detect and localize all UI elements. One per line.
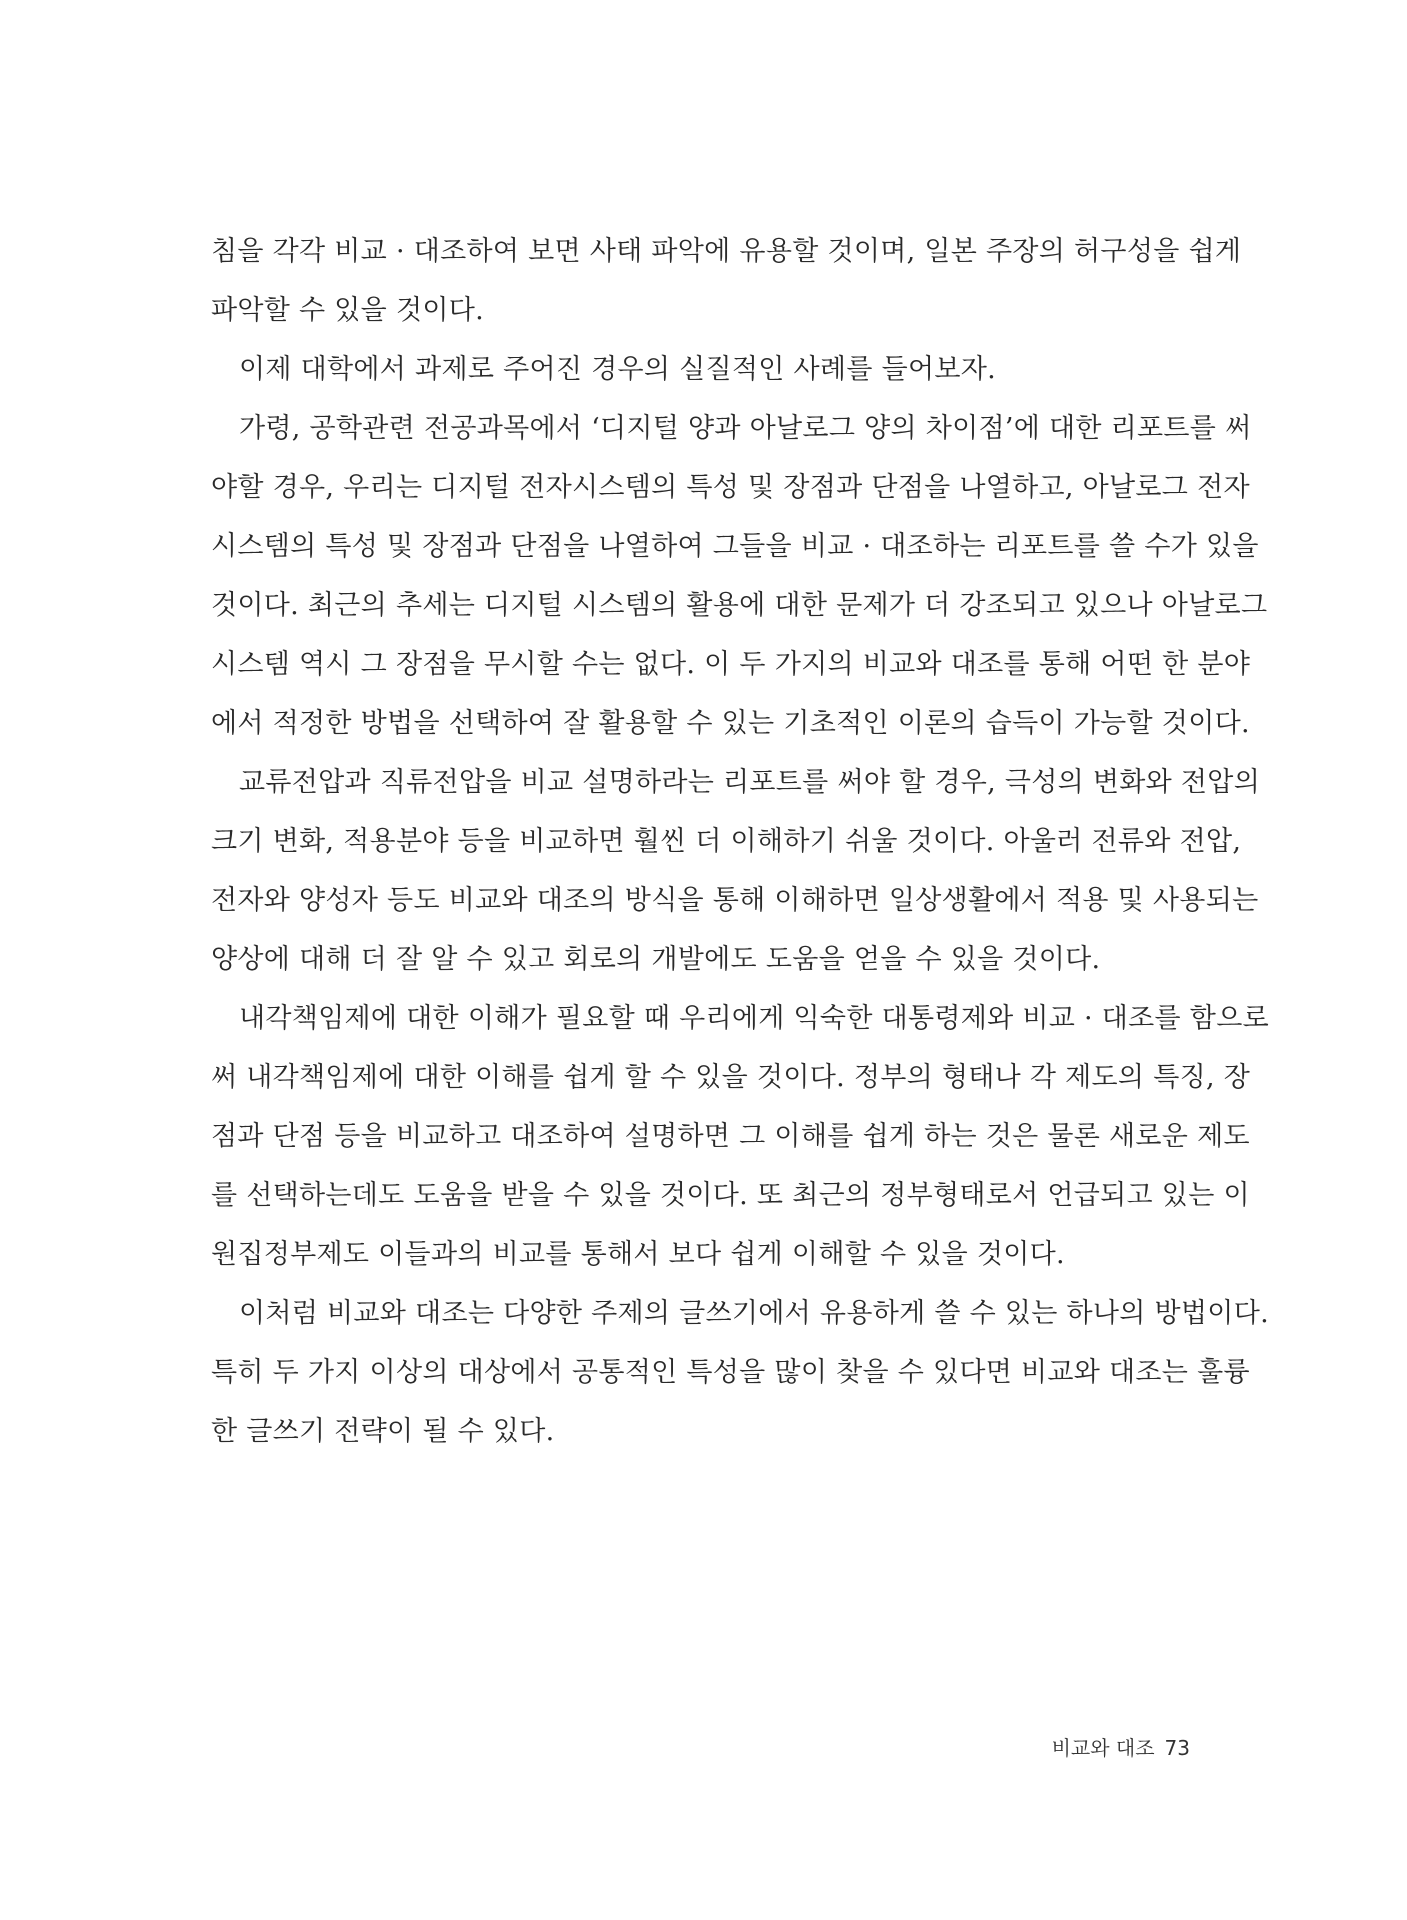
paragraph xyxy=(211,989,1269,1284)
page-footer xyxy=(1020,1733,1190,1763)
text-line: 써 내각책임제에 대한 이해를 쉽게 할 수 있을 것이다. 정부의 형태나 각 제도의 특징, 장 xyxy=(211,1062,1251,1093)
running-section-title: 비교와 대조 xyxy=(1051,1736,1155,1760)
page-number: 73 xyxy=(1164,1736,1190,1760)
text-line: 점과 단점 등을 비교하고 대조하여 설명하면 그 이해를 쉽게 하는 것은 물론 새로운 제도 xyxy=(211,1121,1250,1152)
text-line: 양상에 대해 더 잘 알 수 있고 회로의 개발에도 도움을 얻을 수 있을 것이다. xyxy=(211,944,1101,975)
text-line: 파악할 수 있을 것이다. xyxy=(211,295,484,326)
text-line: 가령, 공학관련 전공과목에서 ‘디지털 양과 아날로그 양의 차이점’에 대한 리포트를 써 xyxy=(239,413,1252,444)
text-line: 야할 경우, 우리는 디지털 전자시스템의 특성 및 장점과 단점을 나열하고, 아날로그 전자 xyxy=(211,472,1250,503)
text-line: 에서 적정한 방법을 선택하여 잘 활용할 수 있는 기초적인 이론의 습득이 가능할 것이다. xyxy=(211,708,1250,739)
text-line: 시스템의 특성 및 장점과 단점을 나열하여 그들을 비교 · 대조하는 리포트를 쓸 수가 있을 xyxy=(211,531,1259,562)
text-line: 특히 두 가지 이상의 대상에서 공통적인 특성을 많이 찾을 수 있다면 비교와 대조는 훌륭 xyxy=(211,1357,1250,1388)
paragraph xyxy=(211,1284,1269,1461)
text-line: 교류전압과 직류전압을 비교 설명하라는 리포트를 써야 할 경우, 극성의 변화와 전압의 xyxy=(239,767,1261,798)
paragraph xyxy=(211,222,1242,340)
page-body xyxy=(211,222,1269,1461)
text-line: 원집정부제도 이들과의 비교를 통해서 보다 쉽게 이해할 수 있을 것이다. xyxy=(211,1239,1065,1270)
text-line: 크기 변화, 적용분야 등을 비교하면 훨씬 더 이해하기 쉬울 것이다. 아울러 전류와 전압, xyxy=(211,826,1242,857)
text-line: 한 글쓰기 전략이 될 수 있다. xyxy=(211,1416,555,1447)
paragraph xyxy=(211,753,1261,989)
text-line: 침을 각각 비교 · 대조하여 보면 사태 파악에 유용할 것이며, 일본 주장의 허구성을 쉽게 xyxy=(211,236,1242,267)
paragraph xyxy=(211,340,1179,399)
paragraph xyxy=(211,399,1268,753)
text-line: 를 선택하는데도 도움을 받을 수 있을 것이다. 또 최근의 정부형태로서 언급되고 있는 이 xyxy=(211,1180,1250,1211)
text-line: 것이다. 최근의 추세는 디지털 시스템의 활용에 대한 문제가 더 강조되고 있으나 아날로그 xyxy=(211,590,1268,621)
text-line: 전자와 양성자 등도 비교와 대조의 방식을 통해 이해하면 일상생활에서 적용 및 사용되는 xyxy=(211,885,1259,916)
text-line: 내각책임제에 대한 이해가 필요할 때 우리에게 익숙한 대통령제와 비교 · 대조를 함으로 xyxy=(239,1003,1269,1034)
text-line: 이처럼 비교와 대조는 다양한 주제의 글쓰기에서 유용하게 쓸 수 있는 하나의 방법이다. xyxy=(239,1298,1269,1329)
text-line: 이제 대학에서 과제로 주어진 경우의 실질적인 사례를 들어보자. xyxy=(239,354,996,385)
text-line: 시스템 역시 그 장점을 무시할 수는 없다. 이 두 가지의 비교와 대조를 통해 어떤 한 분야 xyxy=(211,649,1251,680)
